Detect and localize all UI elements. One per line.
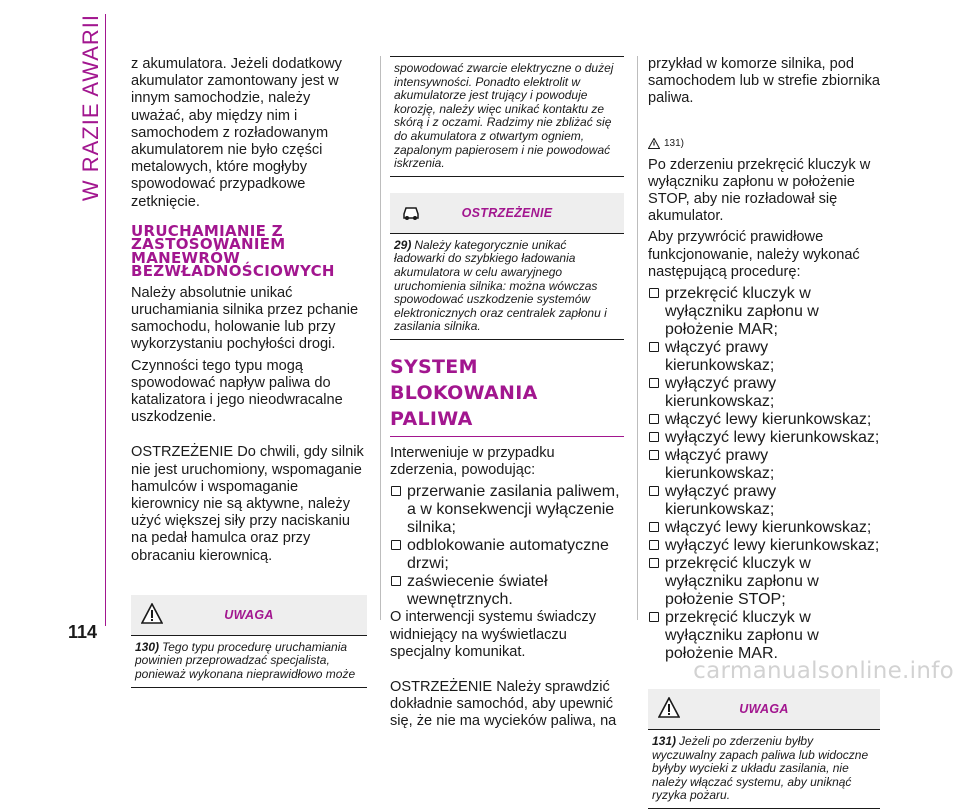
section-rule (105, 14, 106, 626)
list-item: przerwanie zasilania paliwem, a w konsekwencji wyłączenie silnika; (390, 483, 624, 537)
warning-banner (390, 193, 624, 233)
list-item: zaświecenie świateł wewnętrznych. (390, 573, 624, 609)
note-title: UWAGA (224, 607, 274, 622)
checkbox-bullet-icon (649, 522, 659, 532)
note-number: 131) (652, 734, 677, 749)
checkbox-bullet-icon (391, 576, 401, 586)
column-divider (380, 56, 381, 620)
note-title: UWAGA (739, 702, 789, 717)
list-item: wyłączyć lewy kierunkowskaz; (648, 429, 880, 447)
paragraph: Po zderzeniu przekręcić kluczyk w wyłączniku zapłonu w położenie STOP, aby nie rozładował się akumulator. (648, 156, 871, 225)
reference-marker (648, 138, 684, 149)
list-item: włączyć lewy kierunkowskaz; (648, 411, 880, 429)
column-divider (637, 56, 638, 620)
warning-box (390, 193, 624, 340)
list-item: wyłączyć prawy kierunkowskaz; (648, 483, 880, 519)
warning-triangle-icon (648, 138, 660, 149)
checkbox-bullet-icon (391, 486, 401, 496)
checkbox-bullet-icon (649, 432, 659, 442)
paragraph: Należy absolutnie unikać uruchamiania silnika przez pchanie samochodu, holowanie lub przy wykorzystaniu pochyłości drogi. (131, 284, 359, 353)
checkbox-bullet-icon (649, 342, 659, 352)
reference-number: 131) (664, 137, 685, 149)
section-tab: W RAZIE AWARII (78, 14, 103, 202)
note-box (131, 595, 367, 688)
list-item: odblokowanie automatyczne drzwi; (390, 537, 624, 573)
note-banner (131, 595, 367, 635)
note-continuation (390, 56, 624, 177)
list-item: przekręcić kluczyk w wyłączniku zapłonu w położenie MAR; (648, 285, 880, 339)
list-item: włączyć prawy kierunkowskaz; (648, 447, 880, 483)
note-number: 130) (135, 639, 160, 654)
note-banner (648, 689, 880, 729)
note-text: spowodować zwarcie elektryczne o dużej intensywności. Ponadto elektrolit w akumulatorze jest trujący i powoduje korozję, należy więc unikać kontaktu ze skórą i z oczami. Radzimy nie zbliżać się do akumulatora z otwartym ogniem, zapalonym papierosem i nie powodować iskrzenia. (394, 61, 614, 171)
paragraph: z akumulatora. Jeżeli dodatkowy akumulator zamontowany jest w innym samochodzie, należy uważać, aby między nim i samochodem z rozładowanym akumulatorem nie było części metalowych, które mogłyby spowodować przypadkowe zetknięcie. (131, 56, 342, 210)
column-3 (648, 56, 880, 809)
warning-content (390, 233, 624, 340)
list-item: wyłączyć lewy kierunkowskaz; (648, 537, 880, 555)
list-item: przekręcić kluczyk w wyłączniku zapłonu w położenie MAR. (648, 609, 880, 663)
page-number: 114 (68, 622, 98, 642)
note-content (131, 635, 367, 688)
list-item: przekręcić kluczyk w wyłączniku zapłonu w położenie STOP; (648, 555, 880, 609)
paragraph: O interwencji systemu świadczy widniejący na wyświetlaczu specjalny komunikat. (390, 609, 596, 660)
note-text: Tego typu procedurę uruchamiania powinien przeprowadzać specjalista, ponieważ wykonana nieprawidłowo może (135, 639, 356, 682)
section-heading: URUCHAMIANIE Z ZASTOSOWANIEM MANEWRÓW BEZWŁADNOŚCIOWYCH (131, 221, 335, 281)
list-item: włączyć lewy kierunkowskaz; (648, 519, 880, 537)
list-item: włączyć prawy kierunkowskaz; (648, 339, 880, 375)
note-box (648, 689, 880, 809)
warning-triangle-icon (141, 603, 163, 630)
column-2 (390, 56, 624, 735)
paragraph: przykład w komorze silnika, pod samochodem lub w strefie zbiornika paliwa. (648, 56, 880, 107)
watermark: carmanualsonline.info (693, 658, 954, 684)
note-text: Jeżeli po zderzeniu byłby wyczuwalny zapach paliwa lub widoczne byłyby wycieki z układu zasilania, nie należy włączać systemu, aby uniknąć ryzyka pożaru. (652, 734, 869, 803)
column-1 (131, 56, 367, 688)
warning-number: 29) (394, 237, 412, 252)
paragraph: Aby przywrócić prawidłowe funkcjonowanie, należy wykonać następującą procedurę: (648, 229, 860, 280)
checkbox-bullet-icon (649, 540, 659, 550)
checkbox-bullet-icon (649, 486, 659, 496)
checkbox-bullet-icon (649, 450, 659, 460)
warning-title: OSTRZEŻENIE (461, 205, 553, 220)
car-warning-icon (400, 201, 422, 228)
paragraph: Interweniuje w przypadku zderzenia, powodując: (390, 444, 555, 479)
checkbox-bullet-icon (649, 558, 659, 568)
warning-text: Należy kategorycznie unikać ładowarki do szybkiego ładowania akumulatora w celu awaryjnego uruchomienia silnika: można wówczas spowodować uszkodzenie systemów elektronicznych oraz centralek zapłonu i zasilania silnika. (394, 237, 607, 334)
checkbox-bullet-icon (649, 414, 659, 424)
paragraph: OSTRZEŻENIE Do chwili, gdy silnik nie jest uruchomiony, wspomaganie hamulców i wspomaganie kierownicy nie są aktywne, należy użyć większej siły przy naciskaniu na pedał hamulca oraz przy obracaniu kierownicą. (131, 444, 364, 564)
paragraph: Czynności tego typu mogą spowodować napływ paliwa do katalizatora i jego nieodwracalne uszkodzenie. (131, 357, 343, 426)
list-item: wyłączyć prawy kierunkowskaz; (648, 375, 880, 411)
warning-triangle-icon (658, 697, 680, 724)
paragraph: OSTRZEŻENIE Należy sprawdzić dokładnie samochód, aby upewnić się, że nie ma wycieków paliwa, na (390, 678, 617, 730)
note-content (648, 729, 880, 809)
checkbox-bullet-icon (649, 612, 659, 622)
section-heading: SYSTEM BLOKOWANIA PALIWA (390, 354, 624, 437)
checkbox-bullet-icon (649, 378, 659, 388)
checkbox-bullet-icon (391, 540, 401, 550)
checkbox-bullet-icon (649, 288, 659, 298)
